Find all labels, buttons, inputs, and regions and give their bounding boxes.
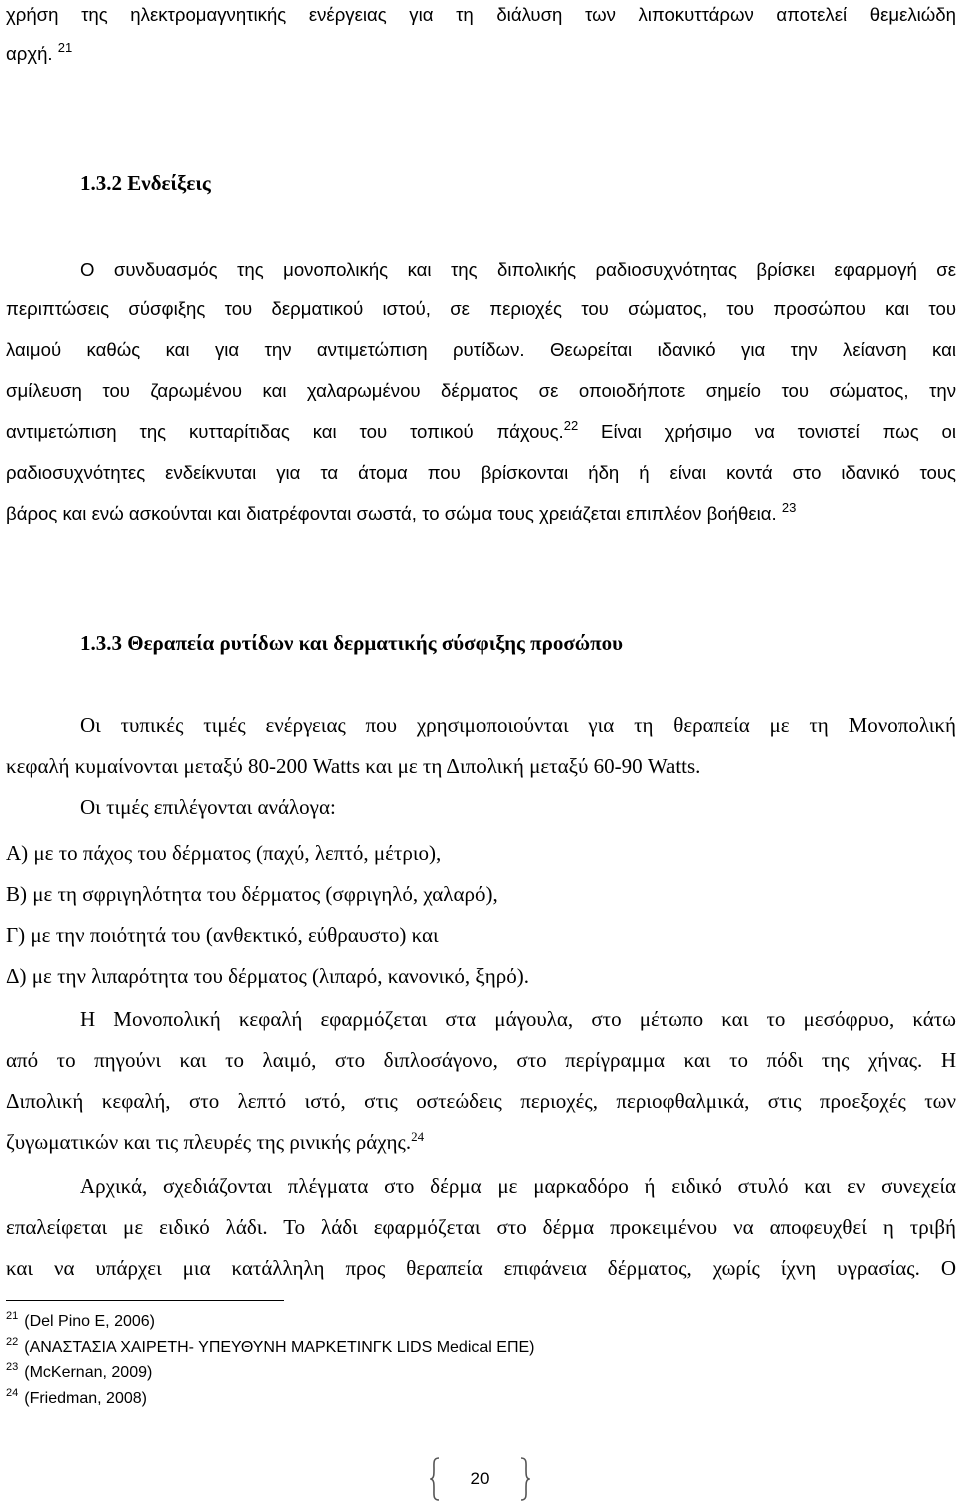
footnote-number: 21 bbox=[6, 1310, 19, 1322]
footnote-22: $^{22}$ (ΑΝΑΣΤΑΣΙΑ ΧΑΙΡΕΤΗ- ΥΠΕΥΘΥΝΗ ΜΑΡΚΕΤΙΝΓΚ LIDS Medical ΕΠΕ) bbox=[6, 1336, 535, 1356]
list-item-c: Γ) με την ποιότητά του (ανθεκτικό, εύθραυστο) και bbox=[6, 923, 439, 947]
footnote-separator bbox=[6, 1300, 284, 1301]
body-line: κεφαλή κυμαίνονται μεταξύ 80-200 Watts και με τη Διπολική μεταξύ 60-90 Watts. bbox=[6, 754, 701, 778]
body-line: χρήση της ηλεκτρομαγνητικής ενέργειας για τη διάλυση των λιποκυττάρων αποτελεί θεμελιώδη bbox=[6, 4, 956, 25]
list-item-d: Δ) με την λιπαρότητα του δέρματος (λιπαρό, κανονικό, ξηρό). bbox=[6, 964, 529, 988]
footnote-number: 24 bbox=[6, 1387, 19, 1399]
footnote-number: 22 bbox=[6, 1336, 19, 1348]
body-line: επαλείφεται με ειδικό λάδι. Το λάδι εφαρμόζεται στο δέρμα προκειμένου να αποφευχθεί η τριβή bbox=[6, 1215, 956, 1239]
body-line: από το πηγούνι και το λαιμό, στο διπλοσάγονο, στο περίγραμμα και το πόδι της χήνας. Η bbox=[6, 1048, 956, 1072]
body-line: και να υπάρχει μια κατάλληλη προς θεραπεία επιφάνεια δέρματος, χωρίς ίχνη υγρασίας. Ο bbox=[6, 1256, 956, 1280]
footnote-24: $^{24}$ (Friedman, 2008) bbox=[6, 1387, 147, 1407]
body-line: σμίλευση του ζαρωμένου και χαλαρωμένου δέρματος σε οποιοδήποτε σημείο του σώματος, την bbox=[6, 380, 956, 401]
body-line: Αρχικά, σχεδιάζονται πλέγματα στο δέρμα με μαρκαδόρο ή ειδικό στυλό και εν συνεχεία bbox=[80, 1174, 956, 1198]
footnote-ref[interactable]: 21 bbox=[57, 40, 73, 55]
footnote-ref[interactable]: 23 bbox=[781, 500, 797, 515]
list-item-a: Α) με το πάχος του δέρματος (παχύ, λεπτό, μέτριο), bbox=[6, 841, 442, 865]
body-line: βάρος και ενώ ασκούνται και διατρέφονται σωστά, το σώμα τους χρειάζεται επιπλέον βοήθεια. $^{23}$ bbox=[6, 500, 797, 524]
section-heading-1-3-2: 1.3.2 Ενδείξεις bbox=[80, 171, 211, 195]
body-line: περιπτώσεις σύσφιξης του δερματικού ιστού, σε περιοχές του σώματος, του προσώπου και του bbox=[6, 298, 956, 319]
footnote-number: 23 bbox=[6, 1361, 19, 1373]
body-line: αντιμετώπιση της κυτταρίτιδας και του τοπικού πάχους.$^{22}$ Είναι χρήσιμο να τονιστεί πως οι bbox=[6, 418, 956, 442]
section-heading-1-3-3: 1.3.3 Θεραπεία ρυτίδων και δερματικής σύσφιξης προσώπου bbox=[80, 631, 624, 655]
page-number-block bbox=[430, 1455, 530, 1505]
footnote-21: $^{21}$ (Del Pino E, 2006) bbox=[6, 1310, 155, 1330]
footnote-ref[interactable]: 22 bbox=[563, 418, 579, 433]
body-line: αρχή. $^{21}$ bbox=[6, 40, 73, 64]
right-brace-icon bbox=[520, 1457, 530, 1501]
body-line: Οι τυπικές τιμές ενέργειας που χρησιμοποιούνται για τη θεραπεία με τη Μονοπολική bbox=[80, 713, 956, 737]
body-line: λαιμού καθώς και για την αντιμετώπιση ρυτίδων. Θεωρείται ιδανικό για την λείανση και bbox=[6, 339, 956, 360]
body-line: Ο συνδυασμός της μονοπολικής και της διπολικής ραδιοσυχνότητας βρίσκει εφαρμογή σε bbox=[80, 259, 956, 280]
body-line: ραδιοσυχνότητες ενδείκνυται για τα άτομα που βρίσκονται ήδη ή είναι κοντά στο ιδανικό τους bbox=[6, 462, 956, 483]
body-line: ζυγωματικών και τις πλευρές της ρινικής ράχης.$^{24}$ bbox=[6, 1129, 425, 1154]
list-item-b: Β) με τη σφριγηλότητα του δέρματος (σφριγηλό, χαλαρό), bbox=[6, 882, 498, 906]
body-line: Διπολική κεφαλή, στο λεπτό ιστό, στις οστεώδεις περιοχές, περιοφθαλμικά, στις προεξοχές των bbox=[6, 1089, 956, 1113]
body-line: Οι τιμές επιλέγονται ανάλογα: bbox=[80, 795, 336, 819]
body-line: Η Μονοπολική κεφαλή εφαρμόζεται στα μάγουλα, στο μέτωπο και το μεσόφρυο, κάτω bbox=[80, 1007, 956, 1031]
footnote-23: $^{23}$ (McKernan, 2009) bbox=[6, 1361, 153, 1381]
page-number: 20 bbox=[470, 1469, 490, 1488]
footnote-ref[interactable]: 24 bbox=[411, 1129, 425, 1144]
